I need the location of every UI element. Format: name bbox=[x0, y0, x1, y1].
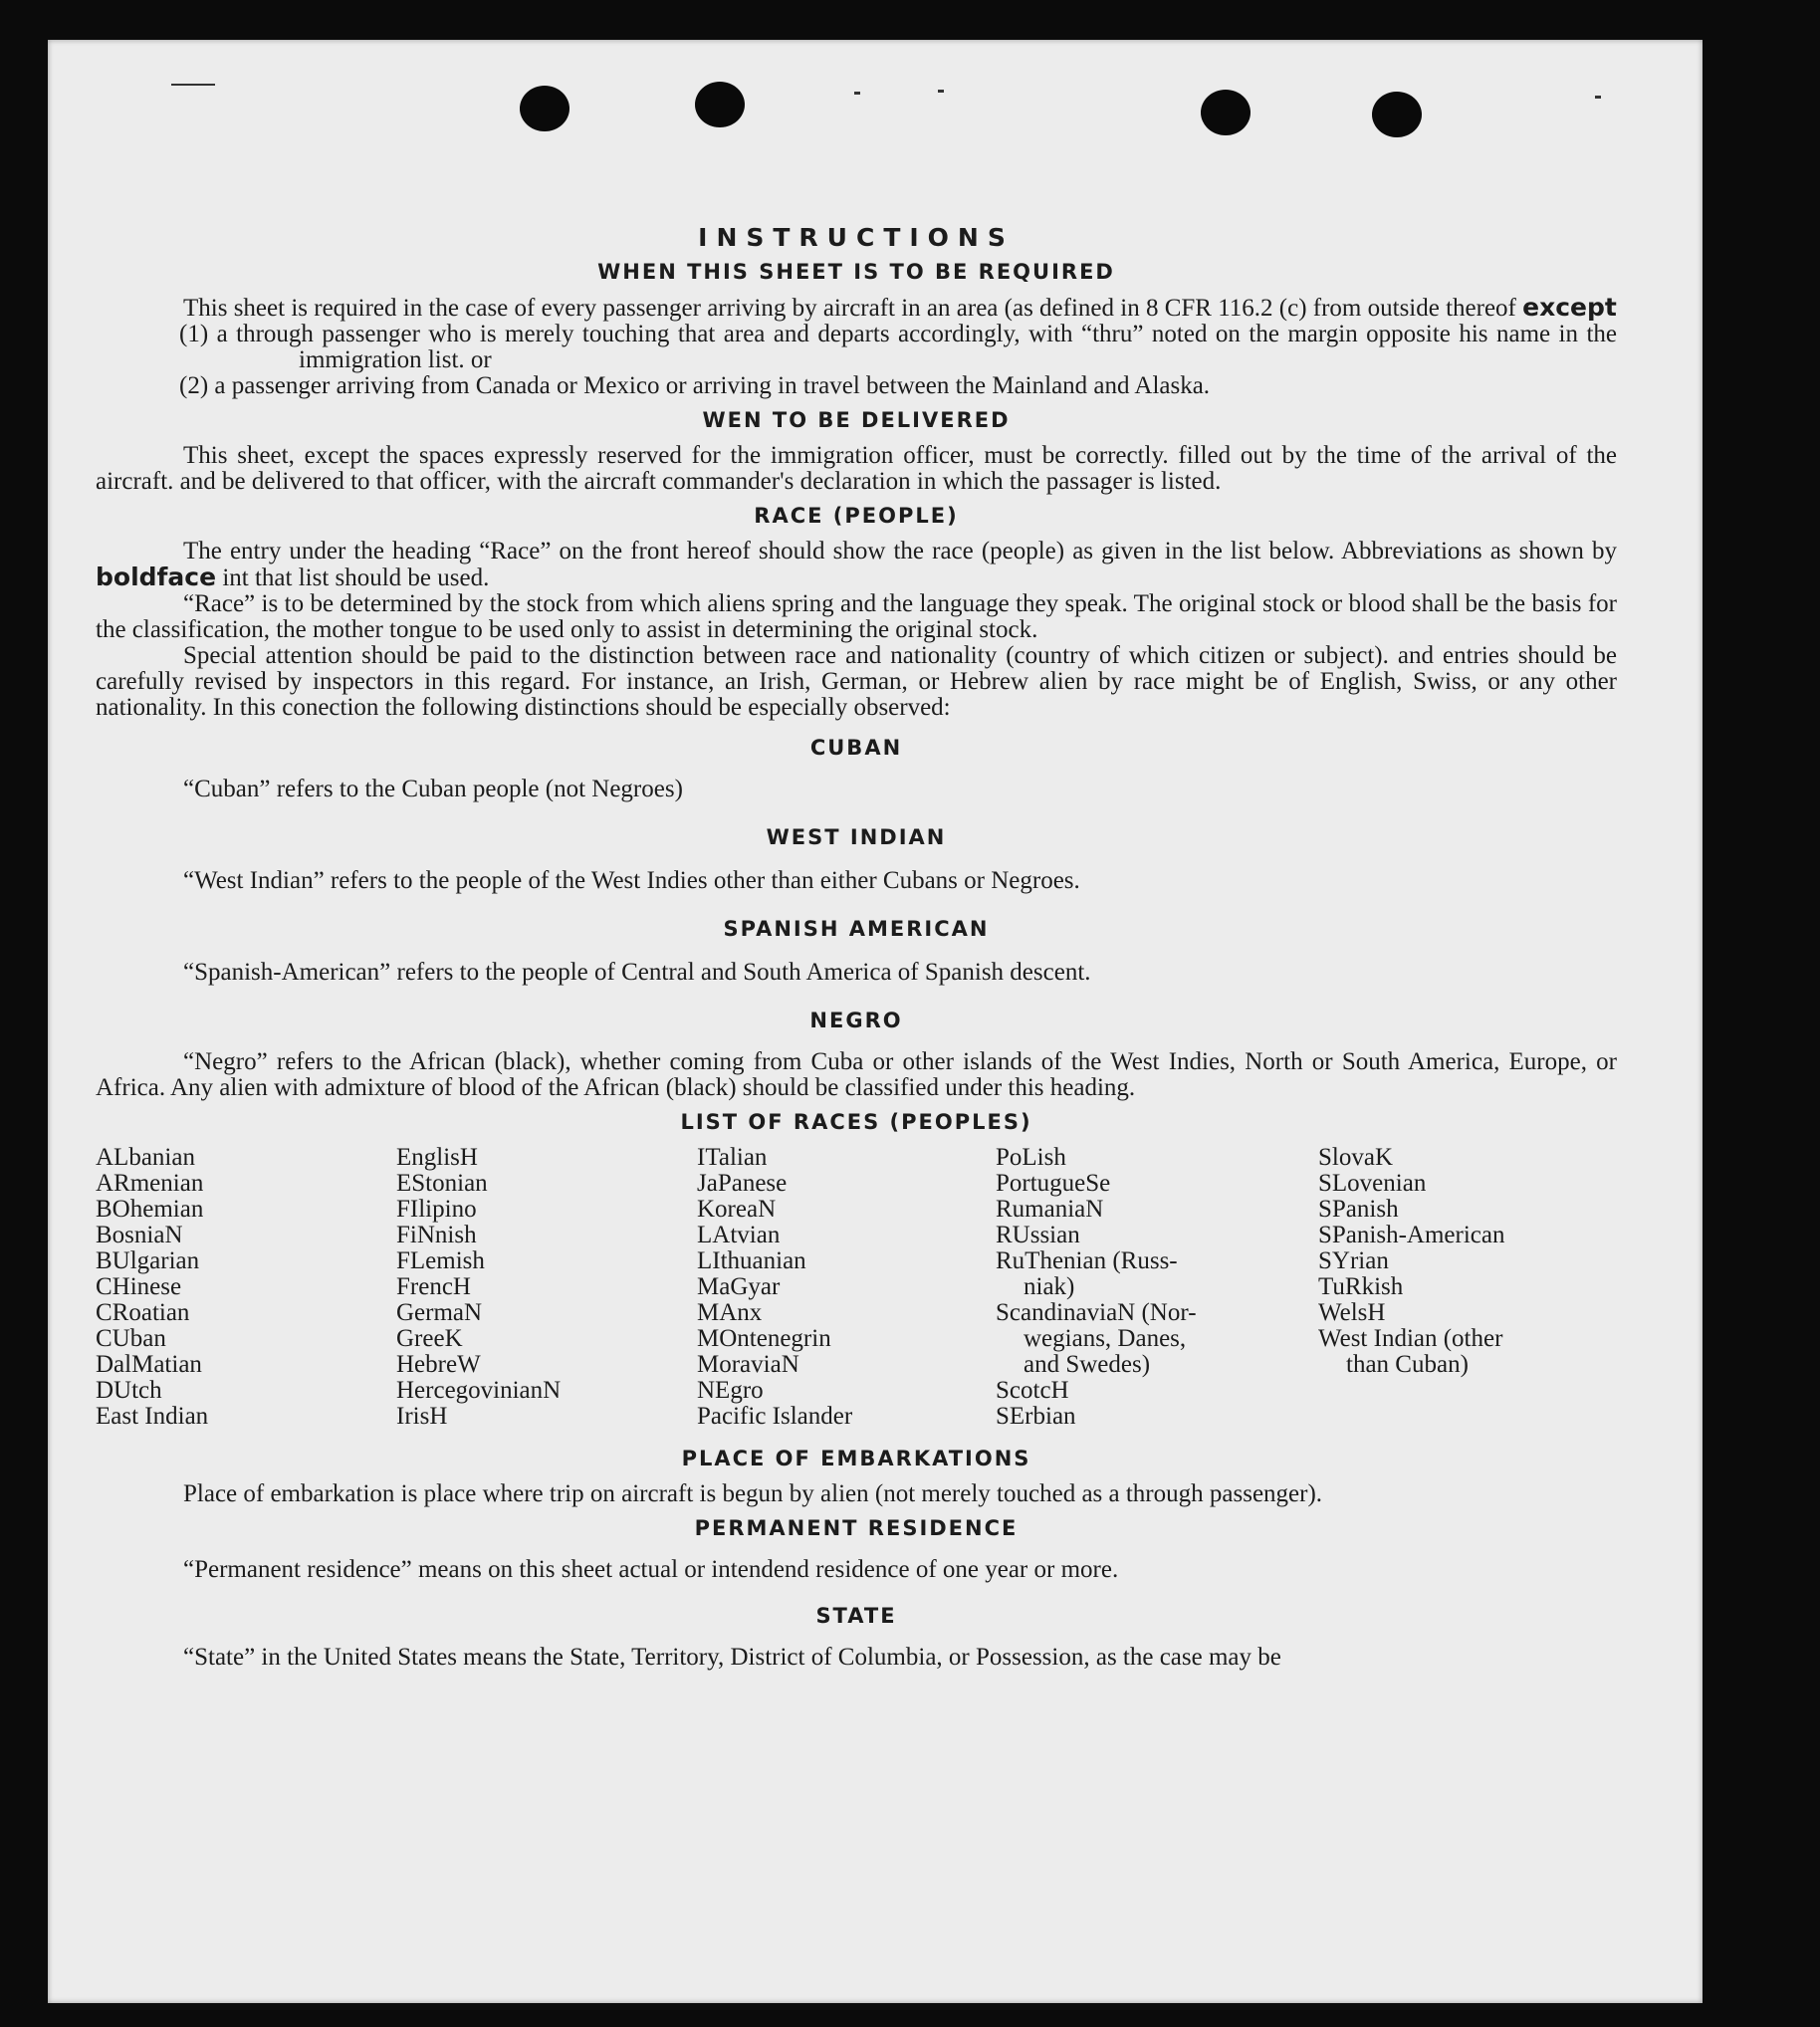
race-item: FiNnish bbox=[396, 1222, 477, 1248]
section-heading-delivered: WEN TO BE DELIVERED bbox=[702, 408, 1011, 432]
race-item: Pacific Islander bbox=[697, 1403, 853, 1430]
scan-speck bbox=[938, 90, 944, 93]
race-item bbox=[996, 1248, 1318, 1274]
race-item: SErbian bbox=[996, 1403, 1076, 1430]
race-item-continuation: ScandinaviaN (Nor- bbox=[996, 1299, 1197, 1326]
race-item: FLemish bbox=[396, 1247, 485, 1274]
race-item-continuation: wegians, Danes, bbox=[1024, 1325, 1187, 1352]
race-item: PortugueSe bbox=[996, 1170, 1111, 1197]
race-item: DalMatian bbox=[96, 1351, 202, 1378]
race-item: SPanish bbox=[1318, 1196, 1399, 1223]
section-heading-list: LIST OF RACES (PEOPLES) bbox=[680, 1110, 1032, 1134]
section-heading-west-indian: WEST INDIAN bbox=[766, 825, 947, 849]
race-item: FIlipino bbox=[396, 1196, 477, 1223]
race-item: SPanish-American bbox=[1318, 1222, 1505, 1248]
race-paragraph-2: “Race” is to be determined by the stock from which aliens spring and the language they speak. The original stock or blood shall be the basis for the classification, the mother tongue to be used only to assist in determining the original stock. bbox=[96, 590, 1617, 643]
race-item: IrisH bbox=[396, 1403, 448, 1430]
race-list bbox=[96, 1145, 1617, 1430]
scan-speck bbox=[1595, 96, 1601, 99]
race-item: CHinese bbox=[96, 1273, 182, 1300]
race-item: GermaN bbox=[396, 1299, 483, 1326]
race-item: BOhemian bbox=[96, 1196, 204, 1223]
negro-text: “Negro” refers to the African (black), whether coming from Cuba or other islands of the West Indies, North or South America, Europe, or Africa. Any alien with admixture of blood of the African (black) should be classified under this heading. bbox=[96, 1048, 1617, 1101]
race-paragraph-1: The entry under the heading “Race” on the front hereof should show the race (people) as given in the list below. Abbreviations as shown by boldface int that list should be used. bbox=[96, 538, 1617, 591]
race-item-continuation: than Cuban) bbox=[1346, 1351, 1469, 1378]
when-intro: This sheet is required in the case of every passenger arriving by aircraft in an area (as defined in 8 CFR 116.2 (c) from outside thereof except bbox=[183, 293, 1617, 322]
punch-hole bbox=[1372, 92, 1422, 137]
race-item: RUssian bbox=[996, 1222, 1080, 1248]
section-heading-embarkation: PLACE OF EMBARKATIONS bbox=[681, 1447, 1031, 1470]
document-sheet bbox=[48, 40, 1703, 2003]
race-item: JaPanese bbox=[697, 1170, 788, 1197]
section-heading-negro: NEGRO bbox=[809, 1009, 903, 1032]
race-item: West Indian (other bbox=[1318, 1325, 1503, 1352]
race-item: SlovaK bbox=[1318, 1144, 1393, 1171]
cuban-text: “Cuban” refers to the Cuban people (not Negroes) bbox=[183, 776, 683, 802]
race-item: HebreW bbox=[396, 1351, 481, 1378]
race-item: WelsH bbox=[1318, 1299, 1386, 1326]
section-heading-cuban: CUBAN bbox=[809, 736, 903, 760]
race-paragraph-3: Special attention should be paid to the distinction between race and nationality (country of which citizen or subject). and entries should be carefully revised by inspectors in this regard. For instance, an Irish, German, or Hebrew alien by race might be of English, Swiss, or any other nationality. In this conection the following distinctions should be especially observed: bbox=[96, 642, 1617, 721]
race-item: LAtvian bbox=[697, 1222, 781, 1248]
race-item bbox=[1318, 1352, 1577, 1378]
section-heading-when: WHEN THIS SHEET IS TO BE REQUIRED bbox=[597, 260, 1115, 284]
west-indian-text: “West Indian” refers to the people of the West Indies other than either Cubans or Negroes. bbox=[183, 867, 1080, 894]
section-heading-residence: PERMANENT RESIDENCE bbox=[694, 1516, 1019, 1540]
punch-hole bbox=[520, 86, 569, 131]
race-item: FrencH bbox=[396, 1273, 471, 1300]
race-item: CUban bbox=[96, 1325, 166, 1352]
race-item: ScotcH bbox=[996, 1377, 1069, 1404]
race-item: EnglisH bbox=[396, 1144, 478, 1171]
race-item: MAnx bbox=[697, 1299, 763, 1326]
race-item: LIthuanian bbox=[697, 1247, 806, 1274]
race-item: ITalian bbox=[697, 1144, 768, 1171]
residence-text: “Permanent residence” means on this sheet actual or intendend residence of one year or more. bbox=[183, 1556, 1119, 1583]
document-body bbox=[96, 175, 1617, 1671]
scan-speck bbox=[854, 92, 860, 95]
race-item: CRoatian bbox=[96, 1299, 190, 1326]
race-item: MaGyar bbox=[697, 1273, 781, 1300]
race-item: MoraviaN bbox=[697, 1351, 799, 1378]
race-item: DUtch bbox=[96, 1377, 162, 1404]
state-text: “State” in the United States means the State, Territory, District of Columbia, or Possession, as the case may be bbox=[183, 1644, 1281, 1671]
race-item-continuation: and Swedes) bbox=[1024, 1351, 1151, 1378]
when-item-2: (2) a passenger arriving from Canada or Mexico or arriving in travel between the Mainland and Alaska. bbox=[179, 372, 1211, 399]
race-item: BUlgarian bbox=[96, 1247, 200, 1274]
delivered-text: This sheet, except the spaces expressly reserved for the immigration officer, must be correctly. filled out by the time of the arrival of the aircraft. and be delivered to that officer, with the aircraft commander's declaration in which the passager is listed. bbox=[96, 442, 1617, 495]
race-column-2 bbox=[396, 1145, 697, 1430]
race-column-1 bbox=[96, 1145, 396, 1430]
page-title: INSTRUCTIONS bbox=[698, 223, 1015, 252]
section-heading-race: RACE (PEOPLE) bbox=[754, 504, 959, 528]
scan-speck bbox=[171, 84, 215, 86]
race-column-3 bbox=[697, 1145, 996, 1430]
race-item: HercegovinianN bbox=[396, 1377, 562, 1404]
race-item: GreeK bbox=[396, 1325, 463, 1352]
when-item-1: (1) a through passenger who is merely touching that area and departs accordingly, with “thru” noted on the margin opposite his name in the immigration list. or bbox=[179, 321, 1617, 373]
race-item: TuRkish bbox=[1318, 1273, 1404, 1300]
race-item: BosniaN bbox=[96, 1222, 183, 1248]
race-item: RumaniaN bbox=[996, 1196, 1104, 1223]
race-item: SYrian bbox=[1318, 1247, 1389, 1274]
race-column-5 bbox=[1318, 1145, 1577, 1430]
race-item: PoLish bbox=[996, 1144, 1066, 1171]
embarkation-text: Place of embarkation is place where trip on aircraft is begun by alien (not merely touched as a through passenger). bbox=[183, 1480, 1323, 1507]
race-item: EStonian bbox=[396, 1170, 488, 1197]
section-heading-state: STATE bbox=[815, 1604, 897, 1628]
punch-hole bbox=[1201, 90, 1251, 135]
race-item: SLovenian bbox=[1318, 1170, 1427, 1197]
race-item: ARmenian bbox=[96, 1170, 204, 1197]
race-item bbox=[996, 1326, 1318, 1352]
race-item bbox=[996, 1274, 1318, 1300]
race-item bbox=[996, 1300, 1318, 1326]
race-column-4 bbox=[996, 1145, 1318, 1430]
race-item: NEgro bbox=[697, 1377, 764, 1404]
race-item-continuation: RuThenian (Russ- bbox=[996, 1247, 1178, 1274]
race-item bbox=[996, 1352, 1318, 1378]
race-item: MOntenegrin bbox=[697, 1325, 831, 1352]
race-item: KoreaN bbox=[697, 1196, 777, 1223]
race-item: ALbanian bbox=[96, 1144, 195, 1171]
section-heading-spanish-american: SPANISH AMERICAN bbox=[723, 917, 990, 941]
race-item: East Indian bbox=[96, 1403, 209, 1430]
punch-hole bbox=[695, 82, 745, 127]
spanish-american-text: “Spanish-American” refers to the people of Central and South America of Spanish descent. bbox=[183, 959, 1091, 986]
race-item-continuation: niak) bbox=[1024, 1273, 1075, 1300]
